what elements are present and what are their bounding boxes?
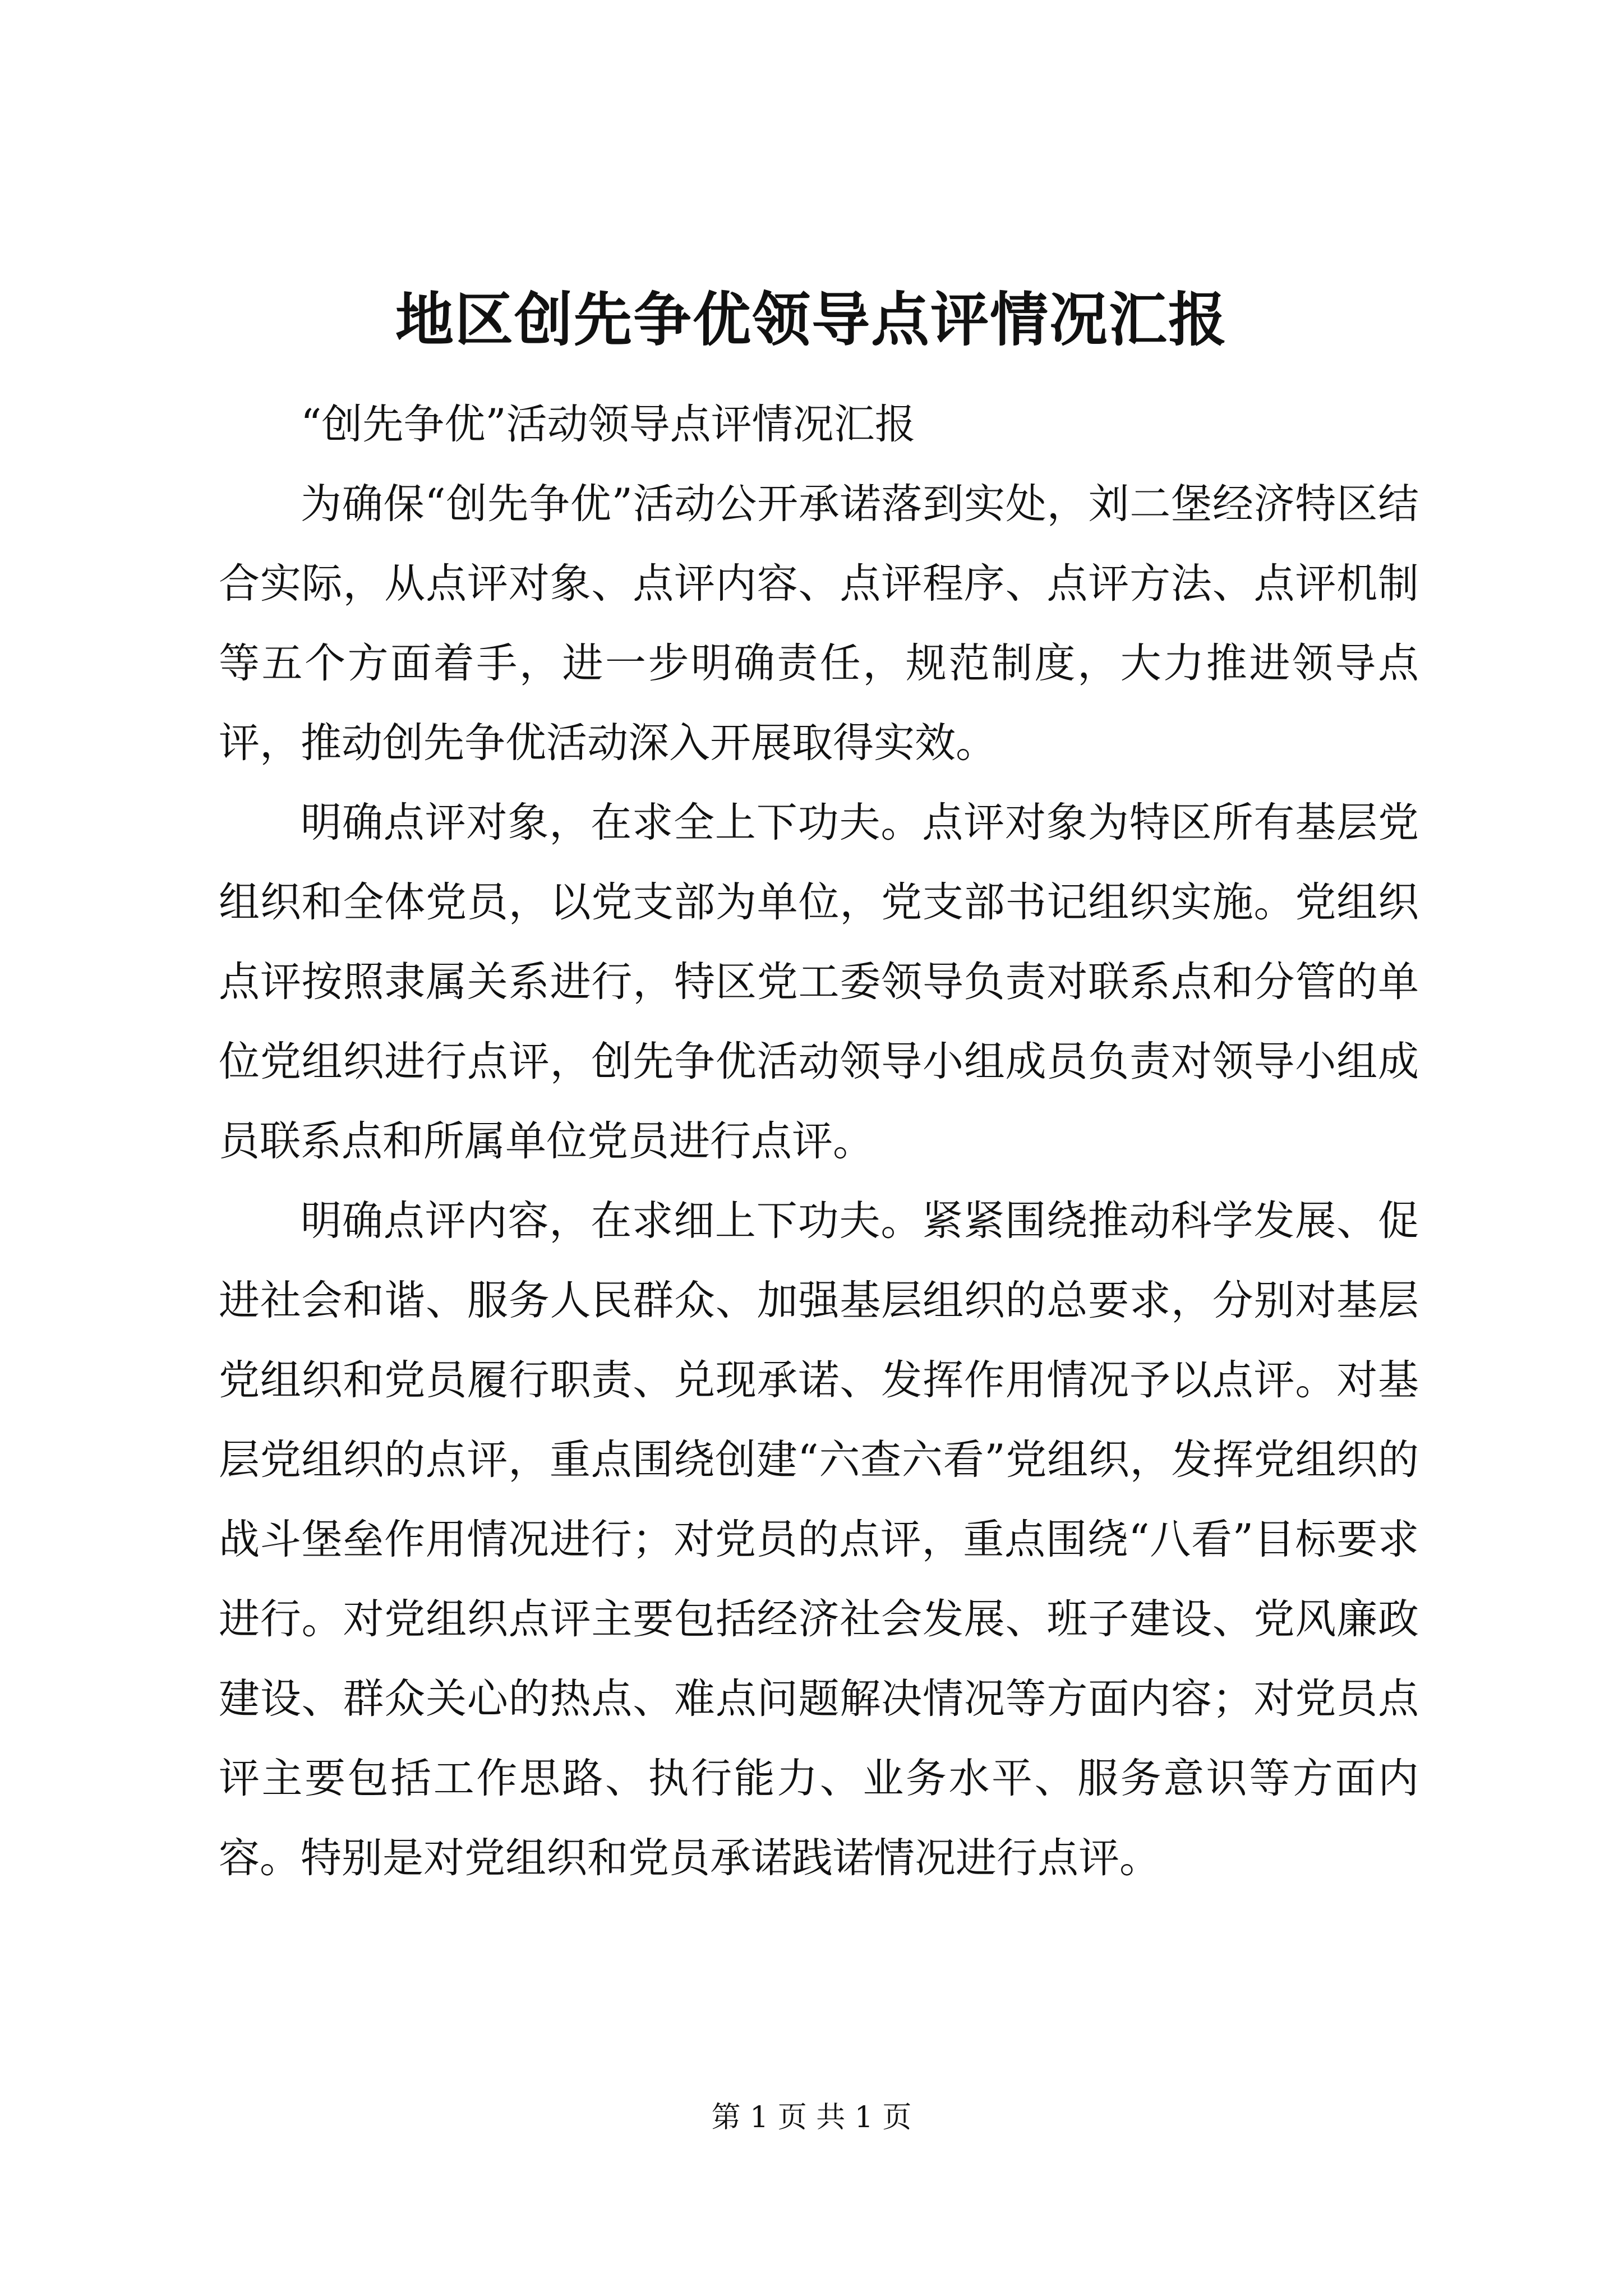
paragraph-review-content: 明确点评内容，在求细上下功夫。紧紧围绕推动科学发展、促进社会和谐、服务人民群众、加强基层组织的总要求，分别对基层党组织和党员履行职责、兑现承诺、发挥作用情况予以点评。对基层党组织的点评，重点围绕创建“六查六看”党组织，发挥党组织的战斗堡垒作用情况进行；对党员的点评，重点围绕“八看”目标要求进行。对党组织点评主要包括经济社会发展、班子建设、党风廉政建设、群众关心的热点、难点问题解决情况等方面内容；对党员点评主要包括工作思路、执行能力、业务水平、服务意识等方面内容。特别是对党组织和党员承诺践诺情况进行点评。	[219, 1197, 1419, 1882]
document-title: 地区创先争优领导点评情况汇报	[395, 285, 1228, 354]
paragraph-intro: 为确保“创先争优”活动公开承诺落到实处，刘二堡经济特区结合实际，从点评对象、点评内容、点评程序、点评方法、点评机制等五个方面着手，进一步明确责任，规范制度，大力推进领导点评，推动创先争优活动深入开展取得实效。	[219, 480, 1419, 767]
document-subtitle: “创先争优”活动领导点评情况汇报	[301, 401, 916, 448]
paragraph-review-targets: 明确点评对象，在求全上下功夫。点评对象为特区所有基层党组织和全体党员，以党支部为单位，党支部书记组织实施。党组织点评按照隶属关系进行，特区党工委领导负责对联系点和分管的单位党组织进行点评，创先争优活动领导小组成员负责对领导小组成员联系点和所属单位党员进行点评。	[219, 799, 1419, 1165]
document-body	[219, 385, 1419, 1898]
page-footer: 第 1 页 共 1 页	[711, 2101, 912, 2134]
